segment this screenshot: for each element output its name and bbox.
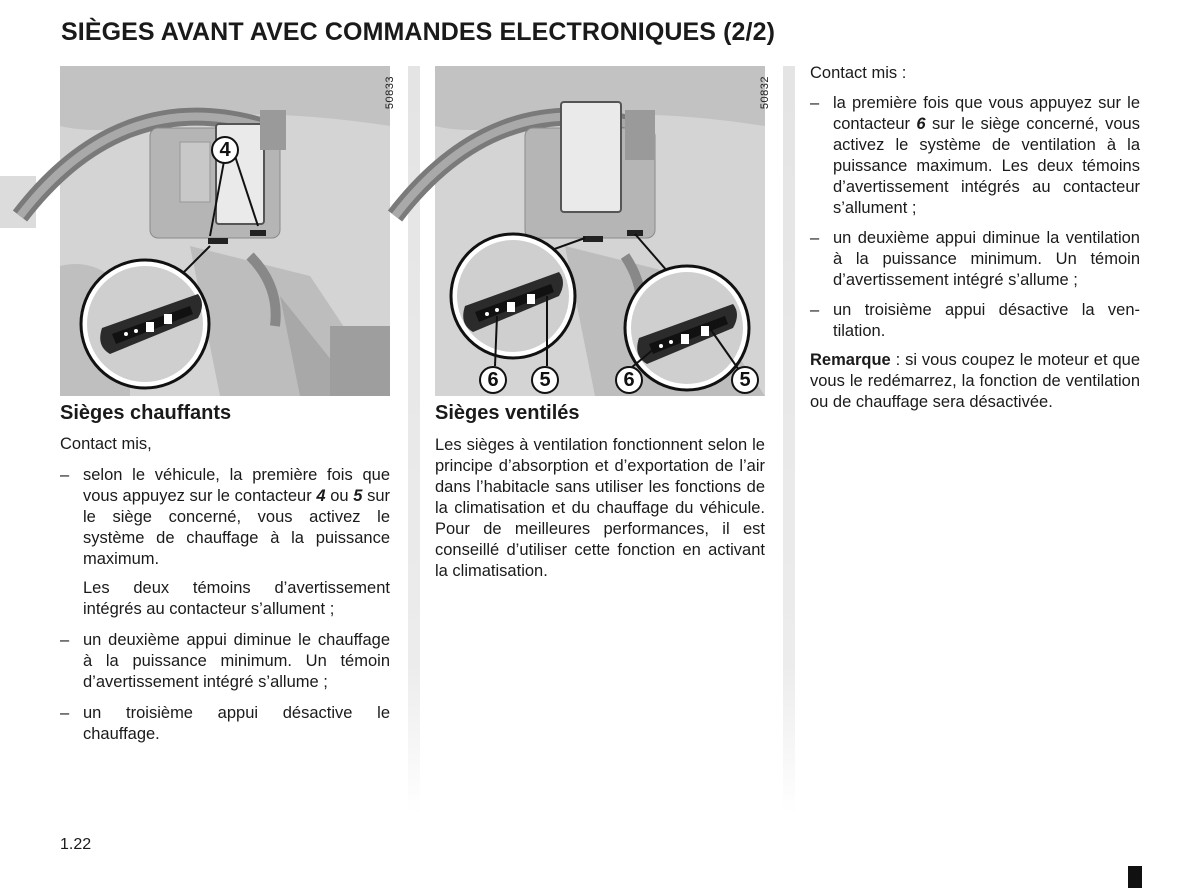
remark — [810, 350, 1140, 413]
column-divider-right — [783, 66, 795, 814]
ventilated-paragraph: Les sièges à ventilation fonctionnent selon le principe d’absorption et d’exportation de l’air dans l’habitacle sans utiliser les fonctions de la climatisation et du chauffage du véhicule. Pour de meilleures performances, il est conseillé d’utiliser cette fonction en activant la climatisation. — [435, 436, 765, 580]
vent-item-2 — [810, 228, 1140, 291]
callout-6-left: 6 — [479, 366, 507, 394]
heated-item-1 — [60, 465, 390, 570]
heated-item-3 — [60, 703, 390, 745]
callout-5-right: 5 — [731, 366, 759, 394]
heated-seat-switch-illustration — [60, 66, 396, 396]
heated-intro: Contact mis, — [60, 435, 152, 453]
dash: – — [60, 704, 70, 722]
ventilation-instructions — [810, 63, 1140, 413]
dashboard-drawing — [60, 66, 390, 396]
vent-item-1-text: la première fois que vous appuyez sur le contacteur — [833, 94, 1140, 133]
heated-item-1-text: selon le véhicule, la première fois que vous appuyez sur le contacteur — [83, 466, 390, 505]
page-number: 1.22 — [60, 836, 92, 853]
ventilated-seats-text — [435, 435, 765, 582]
right-intro: Contact mis : — [810, 64, 907, 82]
heated-item-2 — [60, 630, 390, 693]
switch-number-5: 5 — [353, 487, 363, 505]
page-title: SIÈGES AVANT AVEC COMMANDES ELECTRONIQUES (2/2) — [61, 18, 776, 46]
heated-item-1-or: ou — [325, 487, 354, 505]
dash: – — [810, 94, 820, 112]
figure-reference-code: 50832 — [759, 76, 771, 110]
vent-item-1-text-end: sur le siège concerné, vous activez le système de ventilation à la puissance maximum. Les deux témoins d’avertissement intégrés au contacteur s’allument ; — [833, 115, 1140, 217]
page-corner-mark — [1128, 866, 1142, 888]
callout-4: 4 — [211, 136, 239, 164]
callout-5-left: 5 — [531, 366, 559, 394]
vent-item-1 — [810, 93, 1140, 219]
vent-item-3 — [810, 300, 1140, 342]
dash: – — [60, 466, 70, 484]
heated-item-3-text: un troisième appui désactive le chauffage. — [83, 704, 390, 743]
dash: – — [810, 229, 820, 247]
figure-reference-code: 50833 — [384, 76, 396, 110]
heated-item-1-note: Les deux témoins d’avertissement intégrés au contacteur s’allument ; — [83, 579, 390, 618]
switch-number-6: 6 — [916, 115, 926, 133]
dash: – — [60, 631, 70, 649]
heated-item-2-text: un deuxième appui diminue le chauffage à la puissance minimum. Un témoin d’avertissement intégré s’allume ; — [83, 631, 390, 691]
heated-seats-heading: Sièges chauffants — [60, 402, 232, 424]
remark-label: Remarque — [810, 351, 891, 369]
callout-6-right: 6 — [615, 366, 643, 394]
dash: – — [810, 301, 820, 319]
heated-seats-text — [60, 434, 390, 745]
dashboard-drawing — [435, 66, 765, 396]
ventilated-seats-heading: Sièges ventilés — [435, 402, 580, 424]
heated-item-1-text-end: sur le siège concerné, vous activez le système de chauffage à la puissance maximum. — [83, 487, 391, 568]
vent-item-3-text: un troisième appui désactive la ventilation. — [833, 301, 1140, 340]
ventilated-seat-switch-illustration — [435, 66, 771, 396]
switch-number-4: 4 — [316, 487, 326, 505]
vent-item-2-text: un deuxième appui diminue la ventilation à la puissance minimum. Un témoin d’avertissement intégré s’allume ; — [833, 229, 1140, 289]
remark-text: : si vous coupez le moteur et que vous le redémarrez, la fonction de ventilation ou de chauffage sera désactivée. — [810, 351, 1140, 411]
